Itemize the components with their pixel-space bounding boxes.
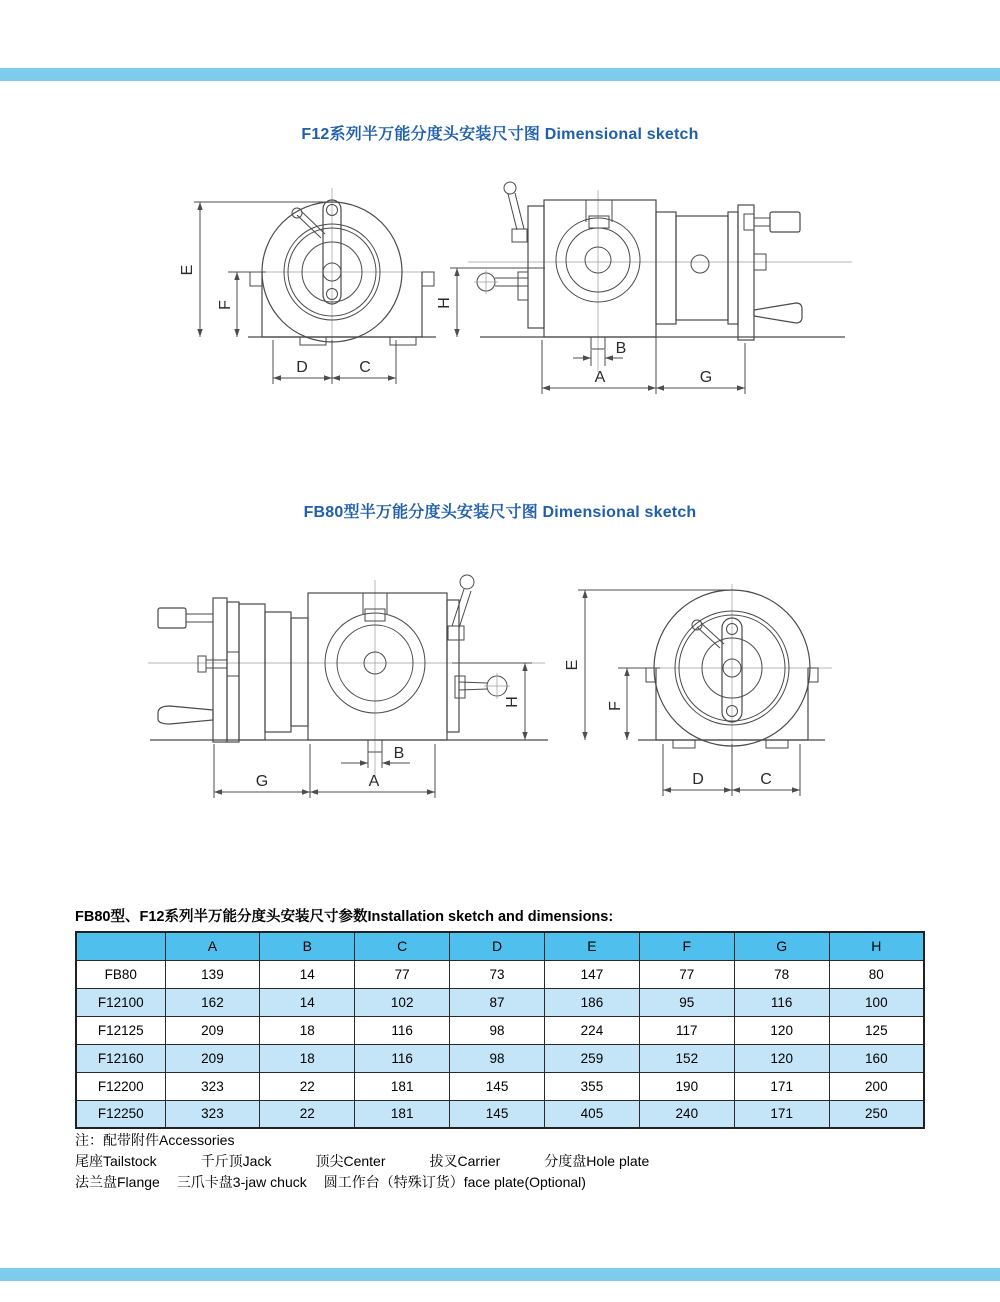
dim-label-f-f12: F bbox=[217, 300, 234, 310]
value-cell: 145 bbox=[450, 1100, 545, 1128]
value-cell: 100 bbox=[829, 988, 924, 1016]
dim-label-c-f12: C bbox=[359, 359, 371, 376]
table-header-cell: H bbox=[829, 932, 924, 960]
model-cell: F12125 bbox=[76, 1016, 165, 1044]
value-cell: 116 bbox=[355, 1016, 450, 1044]
value-cell: 102 bbox=[355, 988, 450, 1016]
value-cell: 116 bbox=[355, 1044, 450, 1072]
table-row bbox=[76, 1016, 924, 1044]
value-cell: 240 bbox=[639, 1100, 734, 1128]
value-cell: 73 bbox=[450, 960, 545, 988]
value-cell: 116 bbox=[734, 988, 829, 1016]
table-header-cell: E bbox=[545, 932, 640, 960]
dim-label-b-f12: B bbox=[615, 340, 627, 357]
note-item: 尾座Tailstock bbox=[75, 1153, 157, 1169]
top-accent-bar bbox=[0, 68, 1000, 81]
table-row bbox=[76, 1072, 924, 1100]
value-cell: 120 bbox=[734, 1044, 829, 1072]
value-cell: 171 bbox=[734, 1072, 829, 1100]
accessories-list-1 bbox=[75, 1151, 935, 1172]
dim-label-d-f12: D bbox=[296, 359, 308, 376]
dim-label-d-fb80: D bbox=[692, 771, 704, 788]
value-cell: 18 bbox=[260, 1044, 355, 1072]
note-item: 三爪卡盘3-jaw chuck bbox=[176, 1174, 307, 1190]
value-cell: 139 bbox=[165, 960, 260, 988]
table-header-cell: C bbox=[355, 932, 450, 960]
table-row bbox=[76, 1044, 924, 1072]
note-item: 顶尖Center bbox=[315, 1153, 386, 1169]
table-row bbox=[76, 988, 924, 1016]
value-cell: 147 bbox=[545, 960, 640, 988]
value-cell: 22 bbox=[260, 1072, 355, 1100]
dim-label-h-f12: H bbox=[436, 297, 453, 309]
dim-label-a-f12: A bbox=[594, 369, 606, 386]
table-header-cell: A bbox=[165, 932, 260, 960]
value-cell: 98 bbox=[450, 1016, 545, 1044]
dim-label-c-fb80: C bbox=[760, 771, 772, 788]
value-cell: 98 bbox=[450, 1044, 545, 1072]
value-cell: 259 bbox=[545, 1044, 640, 1072]
dim-label-e-fb80: E bbox=[564, 659, 581, 671]
accessories-list-2 bbox=[75, 1172, 935, 1193]
value-cell: 125 bbox=[829, 1016, 924, 1044]
table-caption: FB80型、F12系列半万能分度头安装尺寸参数Installation sketch and dimensions: bbox=[75, 909, 614, 925]
table-header-row bbox=[76, 932, 924, 960]
model-cell: F12160 bbox=[76, 1044, 165, 1072]
value-cell: 14 bbox=[260, 960, 355, 988]
note-line-1: 注：配带附件Accessories bbox=[75, 1132, 235, 1148]
value-cell: 160 bbox=[829, 1044, 924, 1072]
value-cell: 162 bbox=[165, 988, 260, 1016]
table-body bbox=[76, 960, 924, 1128]
value-cell: 78 bbox=[734, 960, 829, 988]
note-item: 分度盘Hole plate bbox=[544, 1153, 650, 1169]
table-row bbox=[76, 1100, 924, 1128]
value-cell: 209 bbox=[165, 1044, 260, 1072]
dim-label-h-fb80: H bbox=[504, 696, 521, 708]
figure-fb80 bbox=[0, 572, 1000, 817]
dim-label-f-fb80: F bbox=[607, 701, 624, 711]
value-cell: 405 bbox=[545, 1100, 640, 1128]
value-cell: 145 bbox=[450, 1072, 545, 1100]
value-cell: 87 bbox=[450, 988, 545, 1016]
dim-label-a-fb80: A bbox=[368, 773, 380, 790]
side-view-f12 bbox=[436, 182, 852, 394]
model-cell: F12100 bbox=[76, 988, 165, 1016]
front-view-f12 bbox=[179, 188, 436, 384]
note-item: 拔叉Carrier bbox=[429, 1153, 501, 1169]
notes bbox=[75, 1130, 935, 1193]
dim-label-g-fb80: G bbox=[255, 773, 269, 790]
value-cell: 209 bbox=[165, 1016, 260, 1044]
value-cell: 152 bbox=[639, 1044, 734, 1072]
value-cell: 190 bbox=[639, 1072, 734, 1100]
value-cell: 77 bbox=[639, 960, 734, 988]
value-cell: 117 bbox=[639, 1016, 734, 1044]
value-cell: 14 bbox=[260, 988, 355, 1016]
table-header-cell: F bbox=[639, 932, 734, 960]
value-cell: 323 bbox=[165, 1072, 260, 1100]
note-item: 法兰盘Flange bbox=[75, 1174, 160, 1190]
value-cell: 200 bbox=[829, 1072, 924, 1100]
figure-f12 bbox=[0, 172, 1000, 417]
table-header-cell: B bbox=[260, 932, 355, 960]
note-item: 圆工作台（特殊订货）face plate(Optional) bbox=[323, 1174, 586, 1190]
table-section bbox=[75, 905, 925, 1129]
table-header-cell: G bbox=[734, 932, 829, 960]
value-cell: 181 bbox=[355, 1072, 450, 1100]
value-cell: 224 bbox=[545, 1016, 640, 1044]
value-cell: 18 bbox=[260, 1016, 355, 1044]
side-view-fb80 bbox=[148, 575, 548, 798]
value-cell: 80 bbox=[829, 960, 924, 988]
value-cell: 22 bbox=[260, 1100, 355, 1128]
note-item: 千斤顶Jack bbox=[200, 1153, 272, 1169]
value-cell: 181 bbox=[355, 1100, 450, 1128]
model-cell: FB80 bbox=[76, 960, 165, 988]
dimensions-table bbox=[75, 931, 925, 1129]
value-cell: 355 bbox=[545, 1072, 640, 1100]
value-cell: 250 bbox=[829, 1100, 924, 1128]
value-cell: 95 bbox=[639, 988, 734, 1016]
front-view-fb80 bbox=[564, 584, 832, 796]
value-cell: 77 bbox=[355, 960, 450, 988]
table-row bbox=[76, 960, 924, 988]
value-cell: 120 bbox=[734, 1016, 829, 1044]
page-title-fb80: FB80型半万能分度头安装尺寸图 Dimensional sketch bbox=[303, 504, 697, 521]
dim-label-b-fb80: B bbox=[393, 745, 405, 762]
table-header-cell: D bbox=[450, 932, 545, 960]
value-cell: 323 bbox=[165, 1100, 260, 1128]
value-cell: 186 bbox=[545, 988, 640, 1016]
dim-label-e-f12: E bbox=[179, 264, 196, 276]
bottom-accent-bar bbox=[0, 1268, 1000, 1281]
page-title-f12: F12系列半万能分度头安装尺寸图 Dimensional sketch bbox=[301, 126, 699, 143]
dim-label-g-f12: G bbox=[699, 369, 713, 386]
model-cell: F12250 bbox=[76, 1100, 165, 1128]
value-cell: 171 bbox=[734, 1100, 829, 1128]
model-cell: F12200 bbox=[76, 1072, 165, 1100]
table-header-cell bbox=[76, 932, 165, 960]
